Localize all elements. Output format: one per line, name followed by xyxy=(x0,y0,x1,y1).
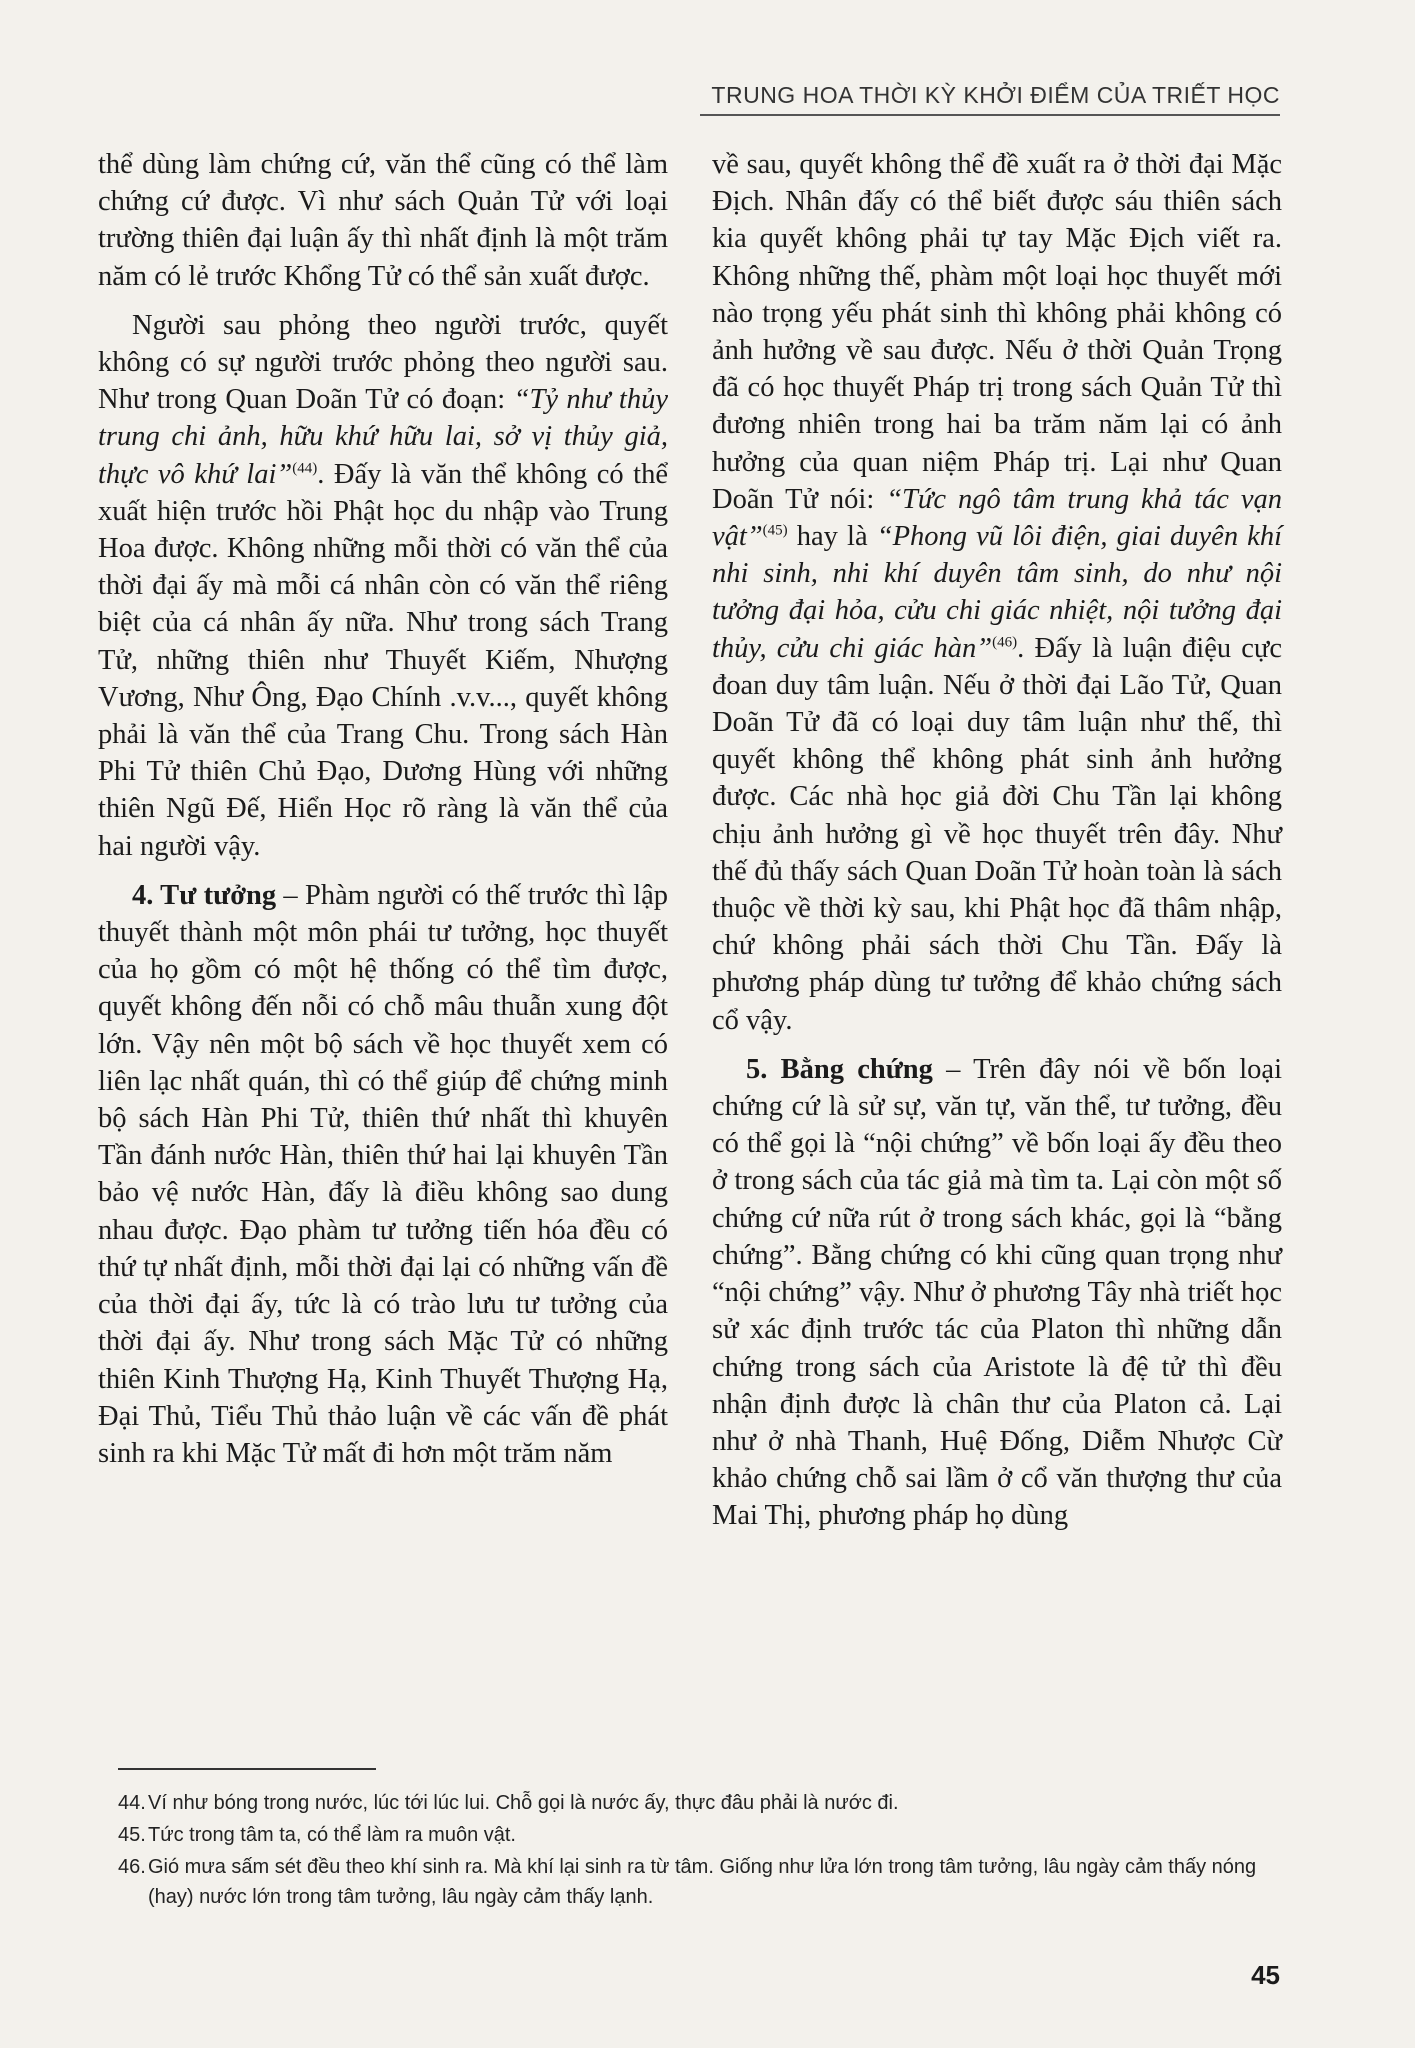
footnote-number: 44. xyxy=(118,1792,146,1814)
right-p2-text: – Trên đây nói về bốn loại chứng cứ là sử sự, văn tự, văn thể, tư tưởng, đều có thể gọi là “nội chứng” về bốn loại ấy đều theo ở trong sách của tác giả mà tìm ta. Lại còn một số chứng cứ nữa rút ở trong sách khác, gọi là “bằng chứng”. Bằng chứng có khi cũng quan trọng như “nội chứng” vậy. Như ở phương Tây nhà triết học sử xác định trước tác của Platon thì những dẫn chứng trong sách của Aristote là đệ tử thì đều nhận định được là chân thư của Platon cả. Lại như ở nhà Thanh, Huệ Đống, Diễm Nhược Cừ khảo chứng chỗ sai lầm ở cổ văn thượng thư của Mai Thị, phương pháp họ dùng xyxy=(712,1053,1282,1532)
footnote-45 xyxy=(118,1820,1280,1850)
footnote-text: Ví như bóng trong nước, lúc tới lúc lui. Chỗ gọi là nước ấy, thực đâu phải là nước đi. xyxy=(148,1792,899,1814)
right-p1-text-a: về sau, quyết không thể đề xuất ra ở thời đại Mặc Địch. Nhân đấy có thể biết được sáu thiên sách kia quyết không phải tự tay Mặc Địch viết ra. Không những thế, phàm một loại học thuyết mới nào trọng yếu phát sinh thì không phải không có ảnh hưởng về sau được. Nếu ở thời Quản Trọng đã có học thuyết Pháp trị trong sách Quản Tử thì đương nhiên trong hai ba trăm năm lại có ảnh hưởng của quan niệm Pháp trị. Lại như Quan Doãn Tử nói: xyxy=(712,149,1282,515)
footnote-ref-45: (45) xyxy=(762,522,788,539)
footnote-44 xyxy=(118,1788,1280,1818)
footnote-number: 46. xyxy=(118,1856,146,1878)
quote-46: “Phong vũ lôi điện, giai duyên khí nhi sinh, nhi khí duyên tâm sinh, do như nội tưởng đại hỏa, cửu chi giác nhiệt, nội tưởng đại thủy, cửu chi giác hàn” xyxy=(712,521,1282,664)
left-p2-text-b: . Đấy là văn thể không có thể xuất hiện trước hồi Phật học du nhập vào Trung Hoa được. Không những mỗi thời có văn thể của thời đại ấy mà mỗi cá nhân còn có văn thể riêng biệt của cá nhân ấy nữa. Như trong sách Trang Tử, những thiên như Thuyết Kiếm, Nhượng Vương, Như Ông, Đạo Chính .v.v..., quyết không phải là văn thể của Trang Chu. Trong sách Hàn Phi Tử thiên Chủ Đạo, Dương Hùng với những thiên Ngũ Đế, Hiển Học rõ ràng là văn thể của hai người vậy. xyxy=(98,458,668,862)
right-p1-text-b: . Đấy là luận điệu cực đoan duy tâm luận. Nếu ở thời đại Lão Tử, Quan Doãn Tử đã có loại duy tâm luận như thế, thì quyết không thể không phát sinh ảnh hưởng được. Các nhà học giả đời Chu Tần lại không chịu ảnh hưởng gì về học thuyết trên đây. Như thế đủ thấy sách Quan Doãn Tử hoàn toàn là sách thuộc về thời kỳ sau, khi Phật học đã thâm nhập, chứ không phải sách thời Chu Tần. Đấy là phương pháp dùng tư tưởng để khảo chứng sách cổ vậy. xyxy=(712,632,1282,1036)
left-paragraph-2 xyxy=(98,307,668,865)
page-number: 45 xyxy=(1251,1960,1280,1990)
right-paragraph-2 xyxy=(712,1051,1282,1535)
header-rule xyxy=(700,114,1280,116)
right-column xyxy=(712,146,1282,1547)
footnote-ref-46: (46) xyxy=(992,634,1018,651)
footnote-text: Tức trong tâm ta, có thể làm ra muôn vật. xyxy=(148,1824,516,1846)
footnotes xyxy=(118,1788,1280,1914)
left-p2-text-a: Người sau phỏng theo người trước, quyết không có sự người trước phỏng theo người sau. Như trong Quan Doãn Tử có đoạn: xyxy=(98,309,668,416)
left-column xyxy=(98,146,668,1484)
left-paragraph-1: thể dùng làm chứng cứ, văn thể cũng có thể làm chứng cứ được. Vì như sách Quản Tử với loại trường thiên đại luận ấy thì nhất định là một trăm năm có lẻ trước Khổng Tử có thể sản xuất được. xyxy=(98,149,668,292)
left-p3-text: – Phàm người có thế trước thì lập thuyết thành một môn phái tư tưởng, học thuyết của họ gồm có một hệ thống có thể tìm được, quyết không đến nỗi có chỗ mâu thuẫn xung đột lớn. Vậy nên một bộ sách về học thuyết xem có liên lạc nhất quán, thì có thể giúp để chứng minh bộ sách Hàn Phi Tử, thiên thứ nhất thì khuyên Tần đánh nước Hàn, thiên thứ hai lại khuyên Tần bảo vệ nước Hàn, đấy là điều không sao dung nhau được. Đạo phàm tư tưởng tiến hóa đều có thứ tự nhất định, mỗi thời đại lại có những vấn đề của thời đại ấy, tức là có trào lưu tư tưởng của thời đại ấy. Như trong sách Mặc Tử có những thiên Kinh Thượng Hạ, Kinh Thuyết Thượng Hạ, Đại Thủ, Tiểu Thủ thảo luận về các vấn đề phát sinh ra khi Mặc Tử mất đi hơn một trăm năm xyxy=(98,879,668,1469)
footnote-text: Gió mưa sấm sét đều theo khí sinh ra. Mà khí lại sinh ra từ tâm. Giống như lửa lớn trong tâm tưởng, lâu ngày cảm thấy nóng (hay) nước lớn trong tâm tưởng, lâu ngày cảm thấy lạnh. xyxy=(148,1856,1257,1908)
right-p1-text-mid: hay là xyxy=(787,521,877,553)
quote-44: “Tỷ như thủy trung chi ảnh, hữu khứ hữu lai, sở vị thủy giả, thực vô khứ lai” xyxy=(98,384,668,490)
section-heading-bang-chung: 5. Bằng chứng xyxy=(746,1053,933,1085)
running-header: TRUNG HOA THỜI KỲ KHỞI ĐIỂM CỦA TRIẾT HỌC xyxy=(711,82,1280,108)
footnote-number: 45. xyxy=(118,1824,146,1846)
left-paragraph-3 xyxy=(98,877,668,1472)
section-heading-tu-tuong: 4. Tư tưởng xyxy=(132,879,277,911)
right-paragraph-1 xyxy=(712,146,1282,1039)
footnote-46 xyxy=(118,1852,1280,1912)
footnote-rule xyxy=(118,1768,376,1770)
footnote-ref-44: (44) xyxy=(292,460,318,477)
quote-45: “Tức ngô tâm trung khả tác vạn vật” xyxy=(712,483,1282,553)
